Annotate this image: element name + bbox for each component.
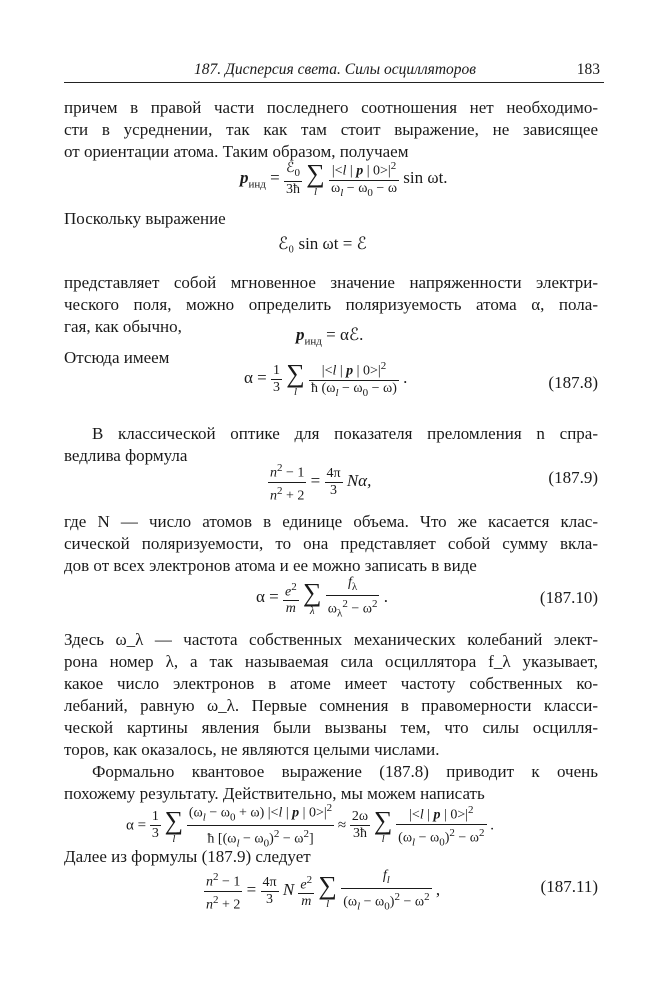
- text-line: сти в усреднении, так как там стоит выражение, не зависящее: [64, 120, 598, 139]
- equation-number: (187.10): [539, 588, 598, 607]
- text-line: Формально квантовое выражение (187.8) приводит к очень: [92, 762, 598, 781]
- equation-number: (187.9): [548, 468, 598, 487]
- equation-approx: α = $\frac{1}{3}$ ∑ l $\frac{(\omega_l - \omega_0 + \omega) |<l | p | 0>|^2}{ħ [(\omega_l - \omega_0)^2 - \omega^2]}$ ≈ $\frac{2\omega}{3ħ}$ ∑ l $\frac{|<l | p | 0>|^2}{(\omega_l - \omega_0)^2 - \omega^2}$ .: [126, 802, 495, 850]
- equation-field: ℰ₀ sin ωt = ℰ: [278, 234, 367, 253]
- text-line: похожему результату. Действительно, мы можем написать: [64, 784, 485, 803]
- text-line: В классической оптике для показателя преломления n спра-: [92, 424, 598, 443]
- equation-number: (187.8): [548, 373, 598, 392]
- text-line: торов, как оказалось, не являются целыми числами.: [64, 740, 440, 759]
- equation-pind-alpha: $p_{инд}$ = αℰ.: [296, 325, 364, 348]
- text-line: причем в правой части последнего соотношения нет необходимо-: [64, 98, 598, 117]
- text-line: представляет собой мгновенное значение напряженности электри-: [64, 273, 598, 292]
- equation-187-8: α = $\frac{1}{3}$ ∑ l $\frac{|<l | p | 0>|^2}{ħ (\omega_l - \omega_0 - \omega)}$ .: [244, 359, 408, 399]
- text-line: где N — число атомов в единице объема. Что же касается клас-: [64, 512, 598, 531]
- page-number: 183: [576, 61, 600, 78]
- text-line: сической поляризуемости, то она представляет собой сумму вкла-: [64, 534, 598, 553]
- equation-number: (187.11): [540, 877, 598, 896]
- running-header: [64, 60, 604, 83]
- text-line: Здесь ω_λ — частота собственных механических колебаний элект-: [64, 630, 598, 649]
- equation-187-9: $\frac{n^2 - 1}{n^2 + 2}$ = $\frac{4\pi}{3}$ Nα,: [270, 462, 372, 504]
- text-line: дов от всех электронов атома и ее можно записать в виде: [64, 556, 477, 575]
- text-line: лебаний, равную ω_λ. Первые сомнения в правомерности класси-: [64, 696, 598, 715]
- text-line: гая, как обычно,: [64, 317, 182, 336]
- text-line: рона номер λ, а так называемая сила осциллятора f_λ указывает,: [64, 652, 598, 671]
- text-line: Отсюда имеем: [64, 348, 170, 367]
- equation-187-11: $\frac{n^2 - 1}{n^2 + 2}$ = $\frac{4\pi}{3}$ N $\frac{e^2}{m}$ ∑ l $\frac{f_l}{(\omega_l - \omega_0)^2 - \omega^2}$ ,: [206, 868, 441, 913]
- text-line: Далее из формулы (187.9) следует: [64, 847, 311, 866]
- running-title: 187. Дисперсия света. Силы осцилляторов: [194, 61, 476, 78]
- equation-pind: $p_{инд}$ = $\frac{ℰ_0}{3ħ}$ ∑ l $\frac{|<l | p | 0>|^2}{\omega_l - \omega_0 - \omega}$ sin ωt.: [240, 159, 448, 199]
- equation-187-10: α = $\frac{e^2}{m}$ ∑ λ $\frac{f_\lambda}{\omega_\lambda^2 - \omega^2}$ .: [256, 575, 388, 620]
- text-line: от ориентации атома. Таким образом, получаем: [64, 142, 409, 161]
- text-line: ческого поля, можно определить поляризуемость атома α, пола-: [64, 295, 598, 314]
- text-line: Поскольку выражение: [64, 209, 226, 228]
- text-line: ческой картины явления были вызваны тем, что силы осцилля-: [64, 718, 598, 737]
- text-line: ведлива формула: [64, 446, 188, 465]
- text-line: какое число электронов в атоме имеет частоту собственных ко-: [64, 674, 598, 693]
